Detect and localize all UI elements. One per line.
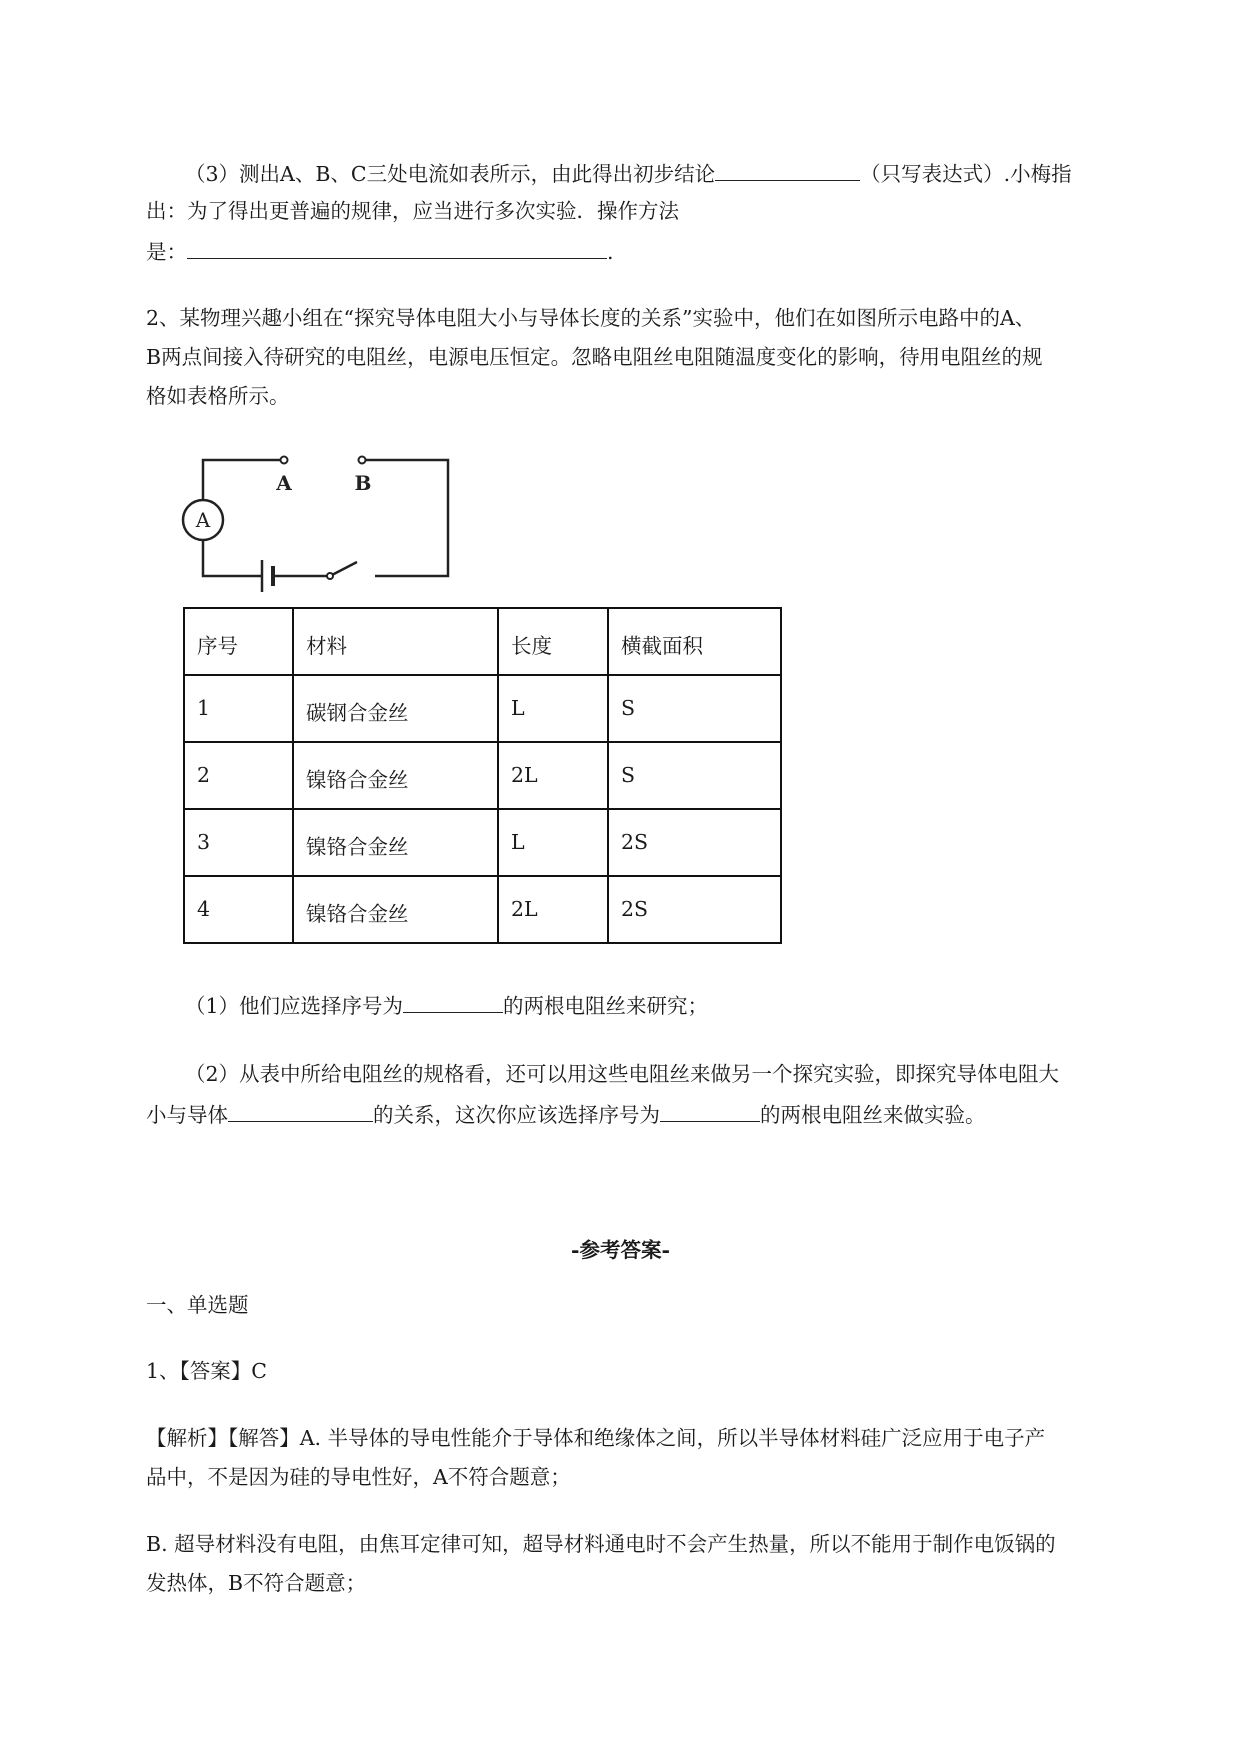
- table-cell: 镍铬合金丝: [293, 876, 498, 943]
- circuit-diagram: [180, 448, 460, 608]
- q2-sub1: （1）他们应选择序号为 的两根电阻丝来研究；: [185, 990, 708, 1020]
- table-cell: 2S: [608, 809, 781, 876]
- terminal-b: [359, 457, 366, 464]
- point-b-label: B: [354, 471, 372, 495]
- analysis-b-line2: 发热体，B不符合题意；: [146, 1571, 367, 1595]
- table-cell: 3: [184, 809, 293, 876]
- table-cell: L: [498, 809, 608, 876]
- ammeter-label: A: [195, 508, 211, 532]
- q1-part3-line2: 出：为了得出更普遍的规律，应当进行多次实验．操作方法: [146, 199, 679, 223]
- answer-blank[interactable]: [187, 236, 607, 259]
- table-row: [184, 876, 781, 943]
- header-cell: 材料: [293, 608, 498, 675]
- q2-line3: 格如表格所示。: [146, 384, 290, 408]
- q2-line1: 2、某物理兴趣小组在“探究导体电阻大小与导体长度的关系”实验中，他们在如图所示电路中的A、: [146, 306, 1036, 330]
- table-cell: 2S: [608, 876, 781, 943]
- table-cell: 2L: [498, 742, 608, 809]
- answer-1: 1、【答案】C: [146, 1359, 267, 1383]
- q1-part3-line3: 是： .: [146, 236, 614, 266]
- point-a-label: A: [276, 471, 292, 495]
- resistance-wire-table: [183, 607, 782, 944]
- table-cell: 1: [184, 675, 293, 742]
- q2-line2: B两点间接入待研究的电阻丝，电源电压恒定。忽略电阻丝电阻随温度变化的影响，待用电阻丝的规: [146, 345, 1043, 369]
- analysis-line2: 品中，不是因为硅的导电性好，A不符合题意；: [146, 1465, 571, 1489]
- q2-sub2-line2: 小与导体 的关系，这次你应该选择序号为 的两根电阻丝来做实验。: [146, 1099, 986, 1129]
- table-cell: 镍铬合金丝: [293, 742, 498, 809]
- table-cell: 2: [184, 742, 293, 809]
- switch-pivot: [327, 573, 333, 579]
- q2-sub2-line1: （2）从表中所给电阻丝的规格看，还可以用这些电阻丝来做另一个探究实验，即探究导体电阻大: [185, 1062, 1060, 1086]
- table-row: [184, 675, 781, 742]
- q1-part3-line1: （3）测出A、B、C三处电流如表所示，由此得出初步结论 （只写表达式）.小梅指: [185, 158, 1072, 188]
- table-cell: 碳钢合金丝: [293, 675, 498, 742]
- answer-blank[interactable]: [715, 158, 860, 181]
- wire-bottom-left: [203, 540, 262, 576]
- table-cell: L: [498, 675, 608, 742]
- answer-blank[interactable]: [403, 990, 503, 1013]
- analysis-b-line1: B. 超导材料没有电阻，由焦耳定律可知，超导材料通电时不会产生热量，所以不能用于制作电饭锅的: [146, 1532, 1056, 1556]
- table-cell: 2L: [498, 876, 608, 943]
- table-row: [184, 742, 781, 809]
- terminal-a: [281, 457, 288, 464]
- table-cell: S: [608, 675, 781, 742]
- section-heading: 一、单选题: [146, 1293, 249, 1317]
- table-cell: 镍铬合金丝: [293, 809, 498, 876]
- answer-blank[interactable]: [228, 1099, 373, 1122]
- table-cell: S: [608, 742, 781, 809]
- header-cell: 序号: [184, 608, 293, 675]
- header-cell: 横截面积: [608, 608, 781, 675]
- switch-blade: [330, 562, 357, 576]
- header-cell: 长度: [498, 608, 608, 675]
- analysis-line1: 【解析】【解答】A. 半导体的导电性能介于导体和绝缘体之间，所以半导体材料硅广泛应用于电子产: [146, 1426, 1046, 1450]
- wire-right: [363, 460, 448, 576]
- table-header-row: [184, 608, 781, 675]
- answers-title: -参考答案-: [570, 1238, 671, 1262]
- table-cell: 4: [184, 876, 293, 943]
- table-row: [184, 809, 781, 876]
- wire-top-left: [203, 460, 282, 501]
- answer-blank[interactable]: [660, 1099, 760, 1122]
